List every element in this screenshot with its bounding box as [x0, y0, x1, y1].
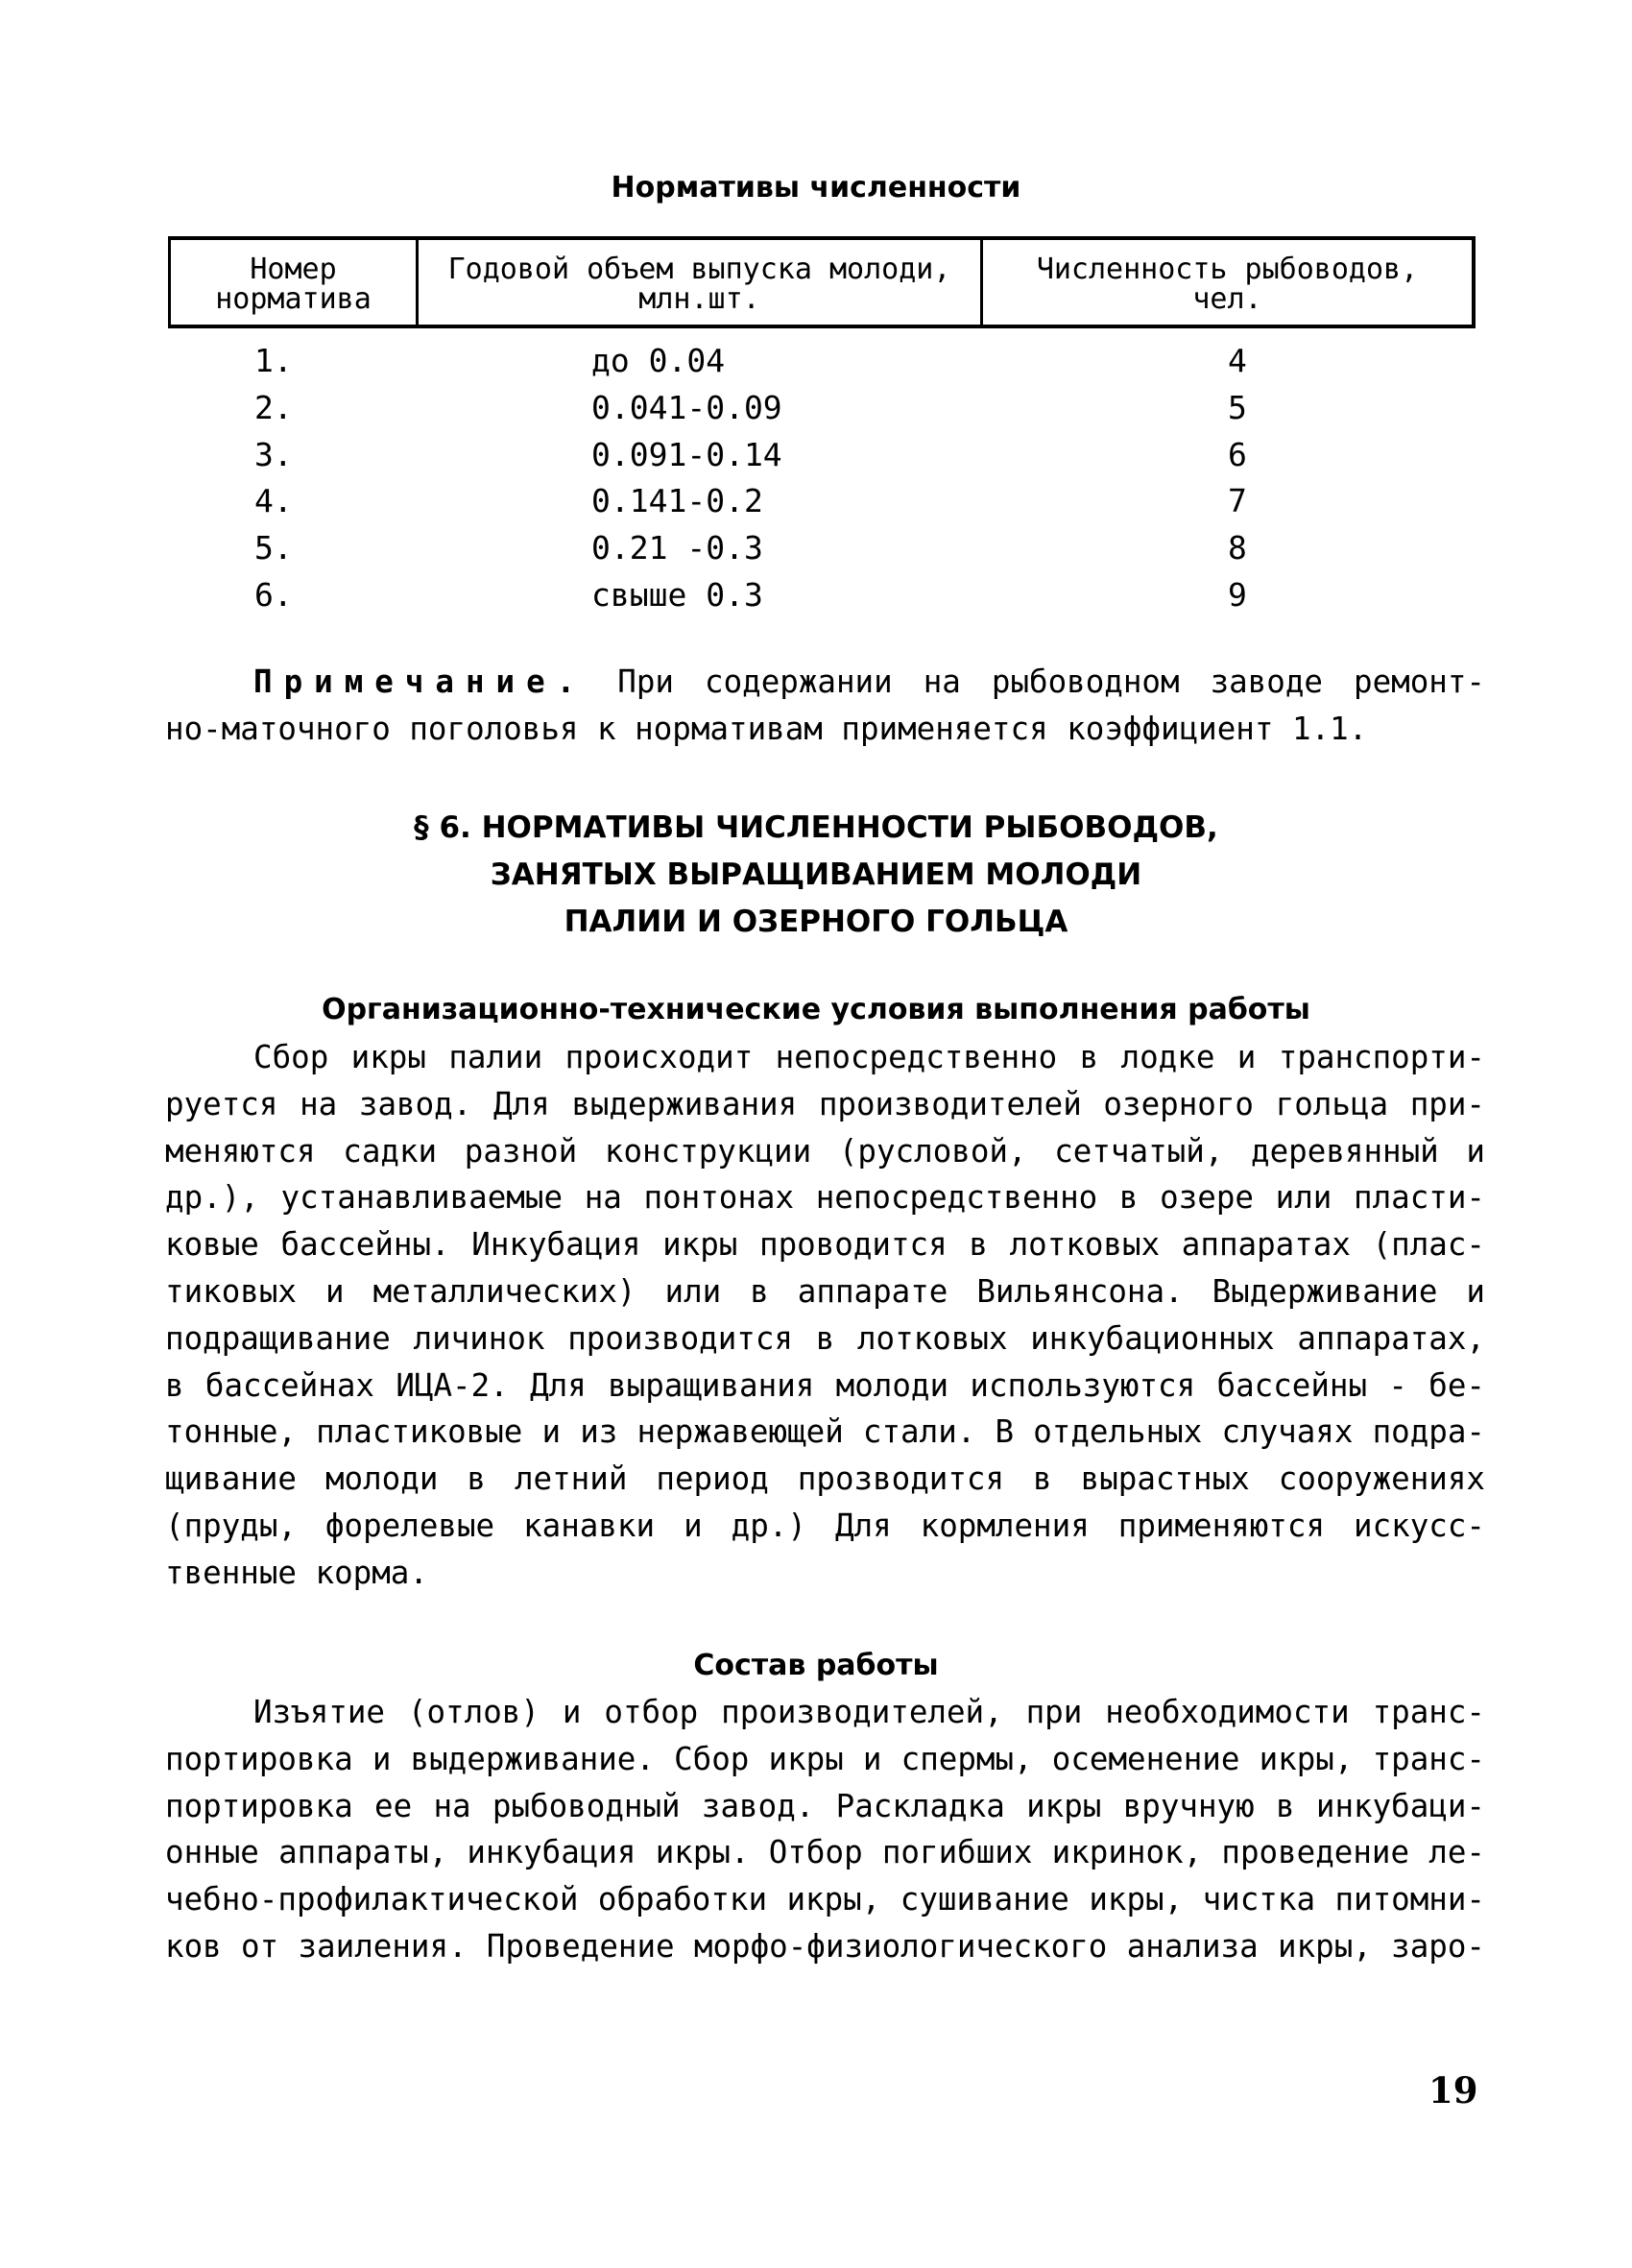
row-volume: до 0.04 [591, 342, 726, 379]
paragraph-line: др.), устанавливаемые на понтонах непосредственно в озере или пласти- [165, 1179, 1485, 1217]
paragraph-line: меняются садки разной конструкции (русловой, сетчатый, деревянный и [165, 1132, 1485, 1170]
section-heading-line: ПАЛИИ И ОЗЕРНОГО ГОЛЬЦА [564, 905, 1068, 939]
header-staff [983, 240, 1472, 325]
note-label: Примечание. [253, 664, 588, 700]
row-volume: 0.041-0.09 [591, 388, 782, 426]
paragraph-line: портировка ее на рыбоводный завод. Раскладка икры вручную в инкубаци- [165, 1787, 1485, 1824]
note [165, 659, 1485, 753]
table-header [168, 236, 1476, 328]
table-title: Нормативы численности [611, 171, 1021, 205]
paragraph-line: в бассейнах ИЦА-2. Для выращивания молоди используются бассейны - бе- [165, 1366, 1485, 1404]
note-line-2: но-маточного поголовья к нормативам применяется коэффициент 1.1. [165, 710, 1368, 747]
row-staff: 5 [1228, 388, 1247, 426]
row-volume: 0.21 -0.3 [591, 529, 763, 567]
header-staff-line: чел. [1192, 282, 1262, 316]
table-row [168, 432, 1476, 479]
paragraph-line: онные аппараты, инкубация икры. Отбор погибших икринок, проведение ле- [165, 1834, 1485, 1871]
section-heading-line: § 6. НОРМАТИВЫ ЧИСЛЕННОСТИ РЫБОВОДОВ, [414, 810, 1218, 845]
page-number: 19 [1428, 2069, 1478, 2111]
table-row [168, 525, 1476, 572]
paragraph-line: (пруды, форелевые канавки и др.) Для кормления применяются искусс- [165, 1507, 1485, 1544]
row-number: 1. [254, 342, 293, 379]
paragraph-line: тонные, пластиковые и из нержавеющей стали. В отдельных случаях подра- [165, 1413, 1485, 1451]
row-staff: 4 [1228, 342, 1247, 379]
row-staff: 9 [1228, 575, 1247, 614]
table-row [168, 572, 1476, 619]
header-volume-line: Годовой объем выпуска молоди, [447, 253, 951, 286]
paragraph-line: руется на завод. Для выдерживания производителей озерного гольца при- [165, 1085, 1485, 1122]
note-text: При содержании на рыбоводном заводе ремонт- [617, 664, 1485, 700]
table-row [168, 385, 1476, 432]
row-number: 5. [254, 529, 293, 567]
table-row [168, 478, 1476, 525]
header-volume-line: млн.шт. [638, 282, 760, 316]
table-row [168, 338, 1476, 385]
paragraph-line: тиковых и металлических) или в аппарате Вильянсона. Выдерживание и [165, 1272, 1485, 1310]
row-volume: свыше 0.3 [591, 575, 763, 614]
paragraph-line: чебно-профилактической обработки икры, сушивание икры, чистка питомни- [165, 1881, 1485, 1918]
conditions-paragraph [165, 1034, 1485, 1597]
note-line-1 [165, 659, 1485, 706]
header-staff-line: Численность рыбоводов, [1036, 253, 1419, 286]
paragraph-line: Изъятие (отлов) и отбор производителей, при необходимости транс- [253, 1694, 1485, 1730]
paragraph-line: портировка и выдерживание. Сбор икры и спермы, осеменение икры, транс- [165, 1740, 1485, 1777]
work-paragraph [165, 1689, 1485, 1970]
row-volume: 0.141-0.2 [591, 482, 763, 520]
header-volume [419, 240, 983, 325]
paragraph-line: ков от заиления. Проведение морфо-физиологического анализа икры, заро- [165, 1927, 1485, 1965]
work-title: Состав работы [693, 1649, 939, 1682]
row-staff: 7 [1228, 482, 1247, 520]
section-heading [0, 805, 1632, 946]
row-number: 6. [254, 575, 293, 614]
row-staff: 6 [1228, 435, 1247, 473]
row-number: 2. [254, 388, 293, 426]
paragraph-line: подращивание личинок производится в лотковых инкубационных аппаратах, [165, 1319, 1485, 1357]
header-number-line: Номер [250, 253, 337, 286]
row-staff: 8 [1228, 529, 1247, 567]
row-number: 3. [254, 435, 293, 473]
row-volume: 0.091-0.14 [591, 435, 782, 473]
paragraph-line: твенные корма. [165, 1554, 428, 1591]
paragraph-line: ковые бассейны. Инкубация икры проводится в лотковых аппаратах (плас- [165, 1226, 1485, 1264]
conditions-title: Организационно-технические условия выполнения работы [322, 993, 1310, 1026]
row-number: 4. [254, 482, 293, 520]
header-number [171, 240, 419, 325]
table-body [168, 338, 1476, 619]
paragraph-line: Сбор икры палии происходит непосредственно в лодке и транспорти- [253, 1039, 1485, 1075]
header-number-line: норматива [215, 282, 372, 316]
paragraph-line: щивание молоди в летний период прозводится в вырастных сооружениях [165, 1460, 1485, 1498]
section-heading-line: ЗАНЯТЫХ ВЫРАЩИВАНИЕМ МОЛОДИ [490, 857, 1142, 892]
